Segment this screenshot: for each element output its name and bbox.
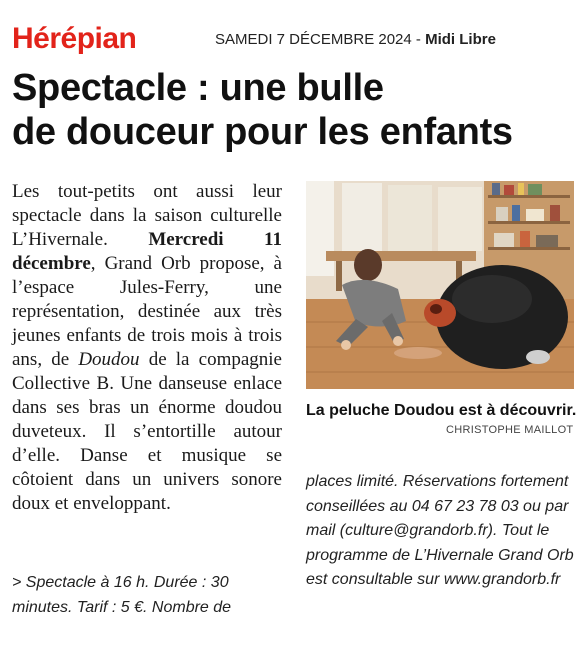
event-date: Mercredi 11 décembre	[12, 229, 282, 274]
dateline-separator: -	[411, 31, 426, 48]
body-part-2: , Grand Orb propose, à l’espace Jules-Ferry, une représentation, destinée aux très jeunes enfants de trois mois à trois ans, de	[12, 253, 282, 370]
newspaper-name: Midi Libre	[425, 31, 496, 48]
photo-credit: CHRISTOPHE MAILLOT	[446, 424, 574, 436]
headline	[12, 66, 578, 154]
article-photo	[306, 181, 574, 389]
practical-info-part-1: > Spectacle à 16 h. Durée : 30 minutes. Tarif : 5 €. Nombre de	[12, 574, 232, 616]
article-body	[12, 180, 282, 516]
show-title: Doudou	[78, 349, 140, 370]
town-name: Hérépian	[12, 22, 137, 55]
headline-line-1: Spectacle : une bulle	[12, 67, 384, 109]
dateline	[215, 31, 496, 49]
body-part-1: Les tout-petits ont aussi leur spectacle dans la saison culturelle L’Hivernale.	[12, 181, 282, 250]
article-header	[12, 20, 578, 58]
photo-caption: La peluche Doudou est à découvrir.	[306, 402, 577, 419]
publication-date: SAMEDI 7 DÉCEMBRE 2024	[215, 31, 412, 48]
photo-illustration	[306, 181, 574, 389]
headline-line-2: de douceur pour les enfants	[12, 111, 513, 153]
body-part-3: de la compagnie Collective B. Une danseuse enlace dans ses bras un énorme doudou duveteux. Il s’entortille autour d’elle. Danse et musique se côtoient dans un univers sonore doux et enveloppant.	[12, 349, 282, 514]
practical-info-part-2: places limité. Réservations fortement conseillées au 04 67 23 78 03 ou par mail (culture@grandorb.fr). Tout le programme de L’Hivernale Grand Orb est consultable sur www.grandorb.fr	[306, 473, 574, 588]
